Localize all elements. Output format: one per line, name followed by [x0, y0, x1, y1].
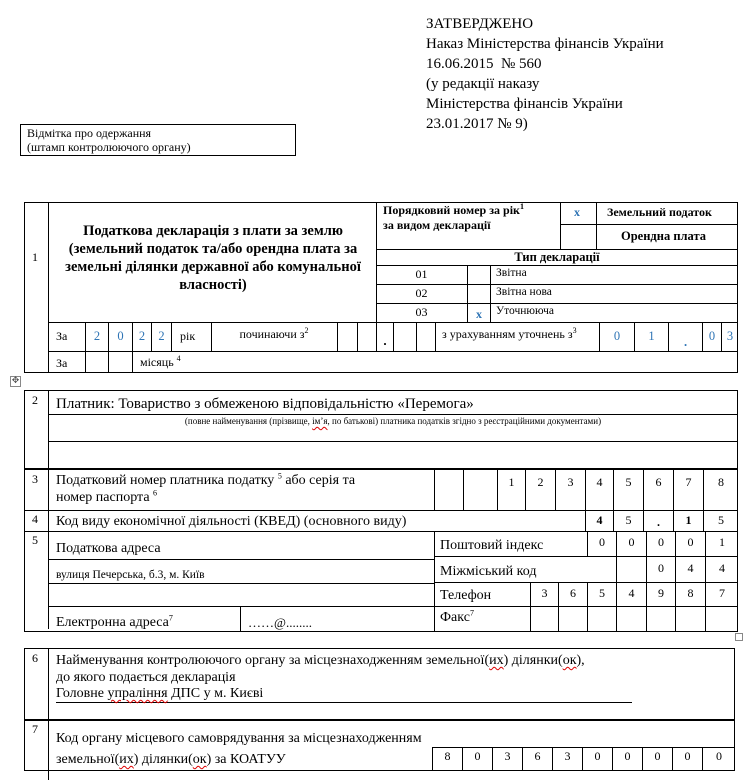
tax-number-digit-7[interactable]: 5	[625, 475, 632, 489]
koatuu-label-line1: Код органу місцевого самоврядування за місцезнаходженням	[56, 731, 422, 746]
koatuu-digit-1[interactable]: 8	[444, 749, 451, 763]
rent-checkbox[interactable]	[561, 225, 595, 248]
decl-type-label-02: Звітна нова	[496, 286, 552, 298]
koatuu-digit-9[interactable]: 0	[684, 749, 691, 763]
intercity-code-label: Міжміський код	[440, 564, 537, 579]
stamp-line-1: Відмітка про одержання	[27, 126, 152, 140]
approval-line: 23.01.2017 № 9)	[426, 116, 528, 132]
postal-code-label: Поштовий індекс	[440, 538, 544, 553]
land-tax-checkbox[interactable]: x	[574, 205, 580, 219]
kved-digit-2[interactable]: 5	[625, 513, 632, 527]
kved-dot: .	[657, 515, 660, 529]
approval-block	[426, 14, 664, 134]
starting-from-label: починаючи $з^2$	[239, 326, 309, 341]
koatuu-label-line2: земельної(их) ділянки(ок) за КОАТУУ	[56, 752, 286, 767]
koatuu-digit-6[interactable]: 0	[594, 749, 601, 763]
intercity-digit-3[interactable]: 4	[687, 561, 694, 575]
fax-label: Факс$^7$	[440, 608, 474, 625]
decl-type-label-01: Звітна	[496, 267, 527, 279]
phone-digit-3[interactable]: 5	[599, 586, 605, 600]
postal-digit-5[interactable]: 1	[719, 535, 725, 549]
address-value[interactable]: вулиця Печерська, б.3, м. Київ	[56, 569, 205, 581]
approval-line: 16.06.2015 № 560	[426, 56, 542, 72]
phone-digit-6[interactable]: 8	[687, 586, 694, 600]
koatuu-digit-10[interactable]: 0	[716, 749, 722, 763]
kved-digit-1[interactable]: 4	[596, 513, 603, 527]
kved-digit-4[interactable]: 5	[718, 513, 724, 527]
year-digit-2[interactable]: 0	[117, 329, 124, 343]
start-month-digit-1[interactable]	[338, 323, 357, 351]
month-digit-1[interactable]	[86, 352, 108, 372]
tax-number-label: Податковий номер платника податку $^5$ або серія та номер паспорта $^6$	[56, 471, 356, 505]
phone-digit-1[interactable]: 3	[541, 586, 548, 600]
phone-digit-4[interactable]: 4	[628, 586, 635, 600]
start-day-digit-1[interactable]	[394, 323, 416, 351]
koatuu-digit-5[interactable]: 3	[564, 749, 571, 763]
section-3-number: 3	[32, 472, 38, 486]
correction-digit-2[interactable]: 1	[648, 329, 655, 343]
year-rik-label: рік	[180, 329, 196, 343]
kved-digit-3[interactable]: 1	[685, 513, 692, 527]
koatuu-digit-4[interactable]: 6	[534, 749, 541, 763]
table-move-handle-icon[interactable]: ✥	[11, 376, 20, 386]
koatuu-digit-2[interactable]: 0	[474, 749, 481, 763]
decl-type-code-03: 03	[415, 305, 428, 319]
year-za-label: За	[56, 329, 68, 343]
declaration-type-header: Тип декларації	[514, 250, 600, 264]
approval-line: ЗАТВЕРДЖЕНО	[426, 16, 534, 32]
decl-type-checkbox-03[interactable]: x	[476, 307, 482, 321]
tax-number-digit-10[interactable]: 8	[718, 475, 724, 489]
phone-label: Телефон	[440, 588, 492, 603]
year-digit-4[interactable]: 2	[158, 329, 165, 343]
stamp-line-2: (штамп контролюючого органу)	[27, 140, 191, 154]
tax-number-digit-8[interactable]: 6	[655, 475, 662, 489]
tax-number-digit-3[interactable]: 1	[508, 475, 515, 489]
rent-label: Орендна плата	[621, 229, 707, 243]
correction-digit-4[interactable]: 3	[726, 329, 734, 343]
year-digit-3[interactable]: 2	[138, 329, 146, 343]
section-5-number: 5	[32, 533, 38, 547]
email-label: Електронна адреса$^7$	[56, 613, 173, 630]
tax-number-digit-4[interactable]: 2	[537, 475, 544, 489]
decl-type-code-01: 01	[415, 267, 428, 281]
correction-digit-3[interactable]: 0	[708, 329, 716, 343]
koatuu-digit-8[interactable]: 0	[654, 749, 661, 763]
start-day-digit-2[interactable]	[417, 323, 435, 351]
fax-digit-3[interactable]	[588, 607, 616, 631]
section-7-number: 7	[32, 722, 38, 736]
tax-authority-label: Найменування контролюючого органу за місцезнаходженням земельної(их) ділянки(ок), до якого подається декларація	[56, 653, 585, 685]
postal-digit-4[interactable]: 0	[687, 535, 694, 549]
receipt-stamp-box	[20, 124, 296, 156]
month-label: місяць $^4$	[140, 354, 181, 369]
section-4-number: 4	[32, 512, 38, 526]
declaration-title: Податкова декларація з плати за землю (земельний податок та/або орендна плата за земельні ділянки державної або комунальної власності)	[65, 223, 361, 293]
start-dot: .	[383, 333, 387, 348]
tax-authority-value[interactable]: Головне упраління ДПС у м. Києві	[56, 686, 632, 703]
section-2-number: 2	[32, 393, 38, 407]
approval-line: (у редакції наказу	[426, 76, 540, 92]
phone-digit-7[interactable]: 7	[719, 586, 725, 600]
phone-digit-2[interactable]: 6	[570, 586, 576, 600]
fax-digit-5[interactable]	[647, 607, 675, 631]
table-resize-handle-icon[interactable]	[735, 633, 743, 641]
decl-type-label-03: Уточнююча	[496, 305, 555, 317]
koatuu-digit-7[interactable]: 0	[624, 749, 631, 763]
approval-line: Міністерства фінансів України	[426, 96, 623, 112]
fax-digit-7[interactable]	[706, 607, 738, 631]
postal-digit-2[interactable]: 0	[628, 535, 635, 549]
intercity-digit-4[interactable]: 4	[719, 561, 725, 575]
section-1-number: 1	[32, 250, 38, 264]
payer-name[interactable]: Платник: Товариство з обмеженою відповідальністю «Перемога»	[56, 396, 474, 412]
correction-dot: .	[683, 335, 688, 349]
land-tax-label: Земельний податок	[607, 205, 712, 219]
approval-line: Наказ Міністерства фінансів України	[426, 36, 664, 52]
kved-label: Код виду економічної діяльності (КВЕД) (основного виду)	[56, 514, 407, 529]
email-value[interactable]: ……@........	[248, 615, 312, 630]
fax-digit-1[interactable]	[531, 607, 558, 631]
month-za-label: За	[56, 356, 68, 370]
start-month-digit-2[interactable]	[358, 323, 376, 351]
tax-number-digit-9[interactable]: 7	[685, 475, 692, 489]
phone-digit-5[interactable]: 9	[658, 586, 664, 600]
decl-type-checkbox-02[interactable]	[468, 286, 490, 302]
address-label: Податкова адреса	[56, 541, 161, 556]
with-corrections-label: з урахуванням уточнень $з^3$	[442, 326, 577, 341]
tax-number-digit-6[interactable]: 4	[596, 475, 603, 489]
decl-type-code-02: 02	[415, 286, 428, 300]
order-number-label: Порядковий номер за рік$^1$ за видом декларації	[383, 202, 524, 232]
month-digit-2[interactable]	[109, 352, 132, 372]
fax-digit-4[interactable]	[617, 607, 646, 631]
year-digit-1[interactable]: 2	[93, 329, 101, 343]
fax-digit-6[interactable]	[676, 607, 705, 631]
decl-type-checkbox-01[interactable]	[468, 267, 490, 283]
koatuu-digit-3[interactable]: 3	[504, 749, 511, 763]
postal-digit-3[interactable]: 0	[658, 535, 664, 549]
section-6-number: 6	[32, 651, 38, 665]
tax-number-digit-5[interactable]: 3	[567, 475, 574, 489]
fax-digit-2[interactable]	[559, 607, 587, 631]
postal-digit-1[interactable]: 0	[599, 535, 605, 549]
intercity-digit-2[interactable]: 0	[658, 561, 664, 575]
payer-caption: (повне найменування (прізвище, ім’я, по батькові) платника податків згідно з реєстраційними документами)	[184, 416, 602, 426]
correction-digit-1[interactable]: 0	[613, 329, 621, 343]
